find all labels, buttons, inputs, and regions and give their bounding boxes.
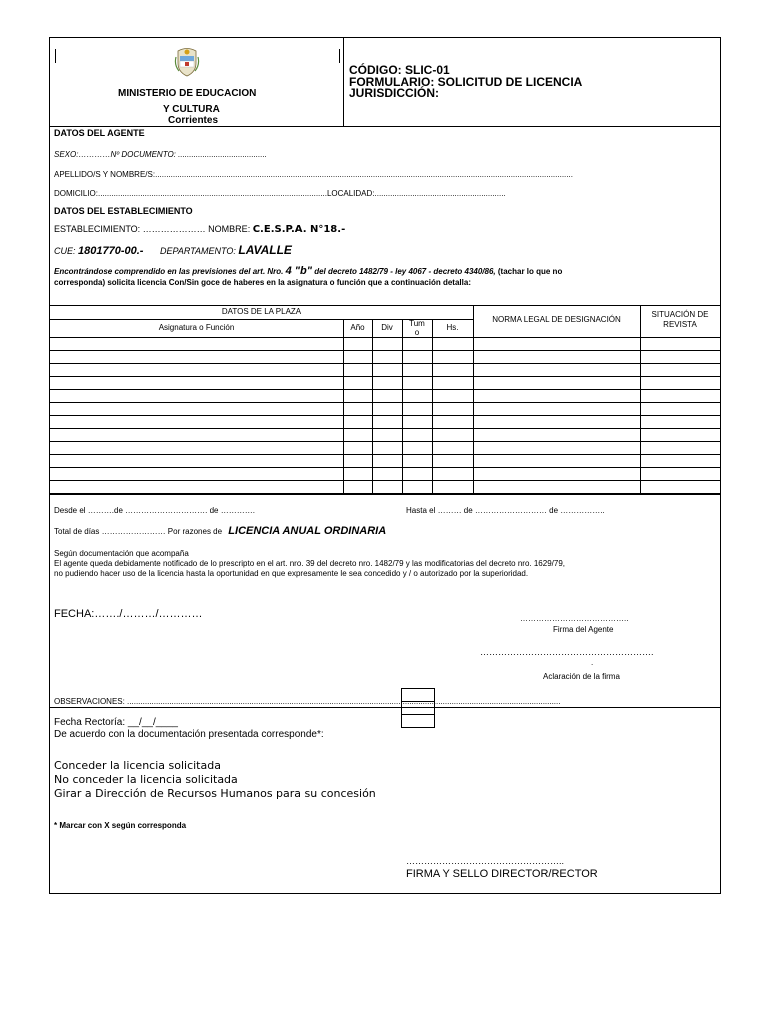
table-col-line [640, 305, 641, 494]
option-conceder[interactable]: Conceder la licencia solicitada [54, 759, 221, 772]
provisions-article: 4 "b" [285, 265, 312, 277]
cursor-mark-left [55, 49, 56, 63]
table-row-line [50, 441, 720, 442]
col-header-situacion-line2: REVISTA [663, 320, 697, 329]
provisions-line-1 [54, 265, 562, 277]
header-divider [343, 37, 344, 127]
coat-of-arms-emblem [174, 47, 200, 77]
department-label: DEPARTAMENTO: [160, 246, 236, 256]
col-header-hs: Hs. [446, 323, 459, 332]
col-header-turno-line2: o [414, 328, 420, 337]
table-row-line [50, 402, 720, 403]
table-row-line [50, 480, 720, 481]
option-girar[interactable]: Girar a Dirección de Recursos Humanos para su concesión [54, 787, 376, 800]
total-days-row [54, 525, 386, 537]
observations-divider [49, 707, 721, 708]
plaza-group-header: DATOS DE LA PLAZA [221, 307, 302, 316]
col-header-situacion-line1: SITUACIÓN DE [651, 310, 709, 319]
rectoria-note: * Marcar con X según corresponda [54, 821, 187, 830]
total-days-label[interactable]: Total de días …………………… Por razones de [54, 527, 223, 536]
director-signature-label: FIRMA Y SELLO DIRECTOR/RECTOR [406, 868, 598, 880]
col-header-turno [402, 319, 432, 337]
cue-department-row [54, 243, 292, 257]
documentation-line-3: no pudiendo hacer uso de la licencia hasta la oportunidad en que expresamente le sea concedido y / o autorizado por la superioridad. [54, 569, 529, 578]
checkbox-no-conceder[interactable] [401, 701, 435, 715]
cue-value[interactable]: 1801770-00.- [78, 245, 144, 257]
provisions-text-c: (tachar lo que no [497, 267, 563, 276]
fecha-field[interactable]: FECHA:……./………/………… [54, 608, 203, 620]
provisions-text-b: del decreto 1482/79 - ley 4067 - decreto 4340/86, [314, 267, 496, 276]
sexo-document-label: SEXO:…………Nº DOCUMENTO: ........................................ [54, 150, 268, 159]
clarification-line[interactable]: …………………………………………………. [480, 647, 654, 657]
rectoria-date-field[interactable]: Fecha Rectoría: __/__/____ [54, 717, 178, 728]
table-row-line [50, 350, 720, 351]
table-row-line [50, 363, 720, 364]
domicilio-localidad-field[interactable]: DOMICILIO:.......................................................................................................LOCALIDAD:........................................................... [54, 189, 506, 198]
table-col-line [343, 319, 344, 494]
sexo-document-field[interactable] [54, 150, 267, 159]
table-col-line [372, 319, 373, 494]
apellido-nombre-field[interactable]: APELLIDO/S Y NOMBRE/S:............................................................................................................................................................................................ [54, 170, 573, 179]
provisions-line-2: corresponda) solicita licencia Con/Sin goce de haberes en la asignatura o función que a continuación detalla: [54, 278, 471, 287]
cue-label: CUE: [54, 246, 76, 256]
option-no-conceder[interactable]: No conceder la licencia solicitada [54, 773, 238, 786]
table-row-line [50, 467, 720, 468]
establishment-label: ESTABLECIMIENTO: ………………… NOMBRE: [54, 224, 251, 234]
form-title: FORMULARIO: SOLICITUD DE LICENCIA [349, 75, 583, 89]
table-row-line [50, 454, 720, 455]
checkbox-girar[interactable] [401, 714, 435, 728]
col-header-norma: NORMA LEGAL DE DESIGNACIÓN [492, 315, 621, 324]
col-header-ano: Año [350, 323, 365, 332]
agent-section-title: DATOS DEL AGENTE [54, 128, 145, 138]
establishment-section-title: DATOS DEL ESTABLECIMIENTO [54, 206, 193, 216]
director-signature-line[interactable]: …………………………………………….. [406, 856, 565, 866]
ministry-line-2: Y CULTURA [163, 104, 220, 115]
documentation-line-2: El agente queda debidamente notificado de lo prescripto en el art. nro. 39 del decreto nro. 1482/79 y las modificatorias del decreto nro. 1629/79, [54, 559, 565, 568]
checkbox-conceder[interactable] [401, 688, 435, 702]
col-header-situacion [640, 310, 720, 330]
agent-signature-label: Firma del Agente [553, 625, 614, 634]
plaza-table [50, 305, 720, 494]
table-row-line [50, 376, 720, 377]
ministry-line-1: MINISTERIO DE EDUCACION [118, 88, 257, 99]
clarification-dot: . [591, 658, 594, 667]
leave-reason-value[interactable]: LICENCIA ANUAL ORDINARIA [228, 525, 387, 537]
department-value[interactable]: LAVALLE [238, 243, 292, 257]
table-row-line [50, 428, 720, 429]
cursor-mark-right [339, 49, 340, 63]
table-col-line [402, 319, 403, 494]
clarification-label: Aclaración de la firma [543, 672, 620, 681]
documentation-line-1: Según documentación que acompaña [54, 549, 189, 558]
agent-signature-line[interactable]: ………………………………….. [520, 614, 629, 623]
form-code: CÓDIGO: SLIC-01 [349, 63, 450, 77]
hasta-field[interactable]: Hasta el ……… de ……………………… de …………….. [406, 506, 605, 515]
rectoria-options-list [54, 759, 376, 801]
table-col-line [432, 319, 433, 494]
table-row-line [50, 305, 720, 306]
establishment-name-value[interactable]: C.E.S.P.A. N°18.- [252, 224, 346, 235]
table-row-line [50, 337, 720, 338]
establishment-row [54, 224, 345, 235]
col-header-asignatura: Asignatura o Función [158, 323, 235, 332]
table-row-line [50, 389, 720, 390]
ministry-line-3: Corrientes [168, 115, 219, 126]
rectoria-agreement-text: De acuerdo con la documentación presentada corresponde*: [54, 729, 324, 740]
header-bottom-line [49, 126, 721, 127]
jurisdiction-label: JURISDICCIÓN: [349, 86, 440, 100]
table-bottom-divider [49, 494, 721, 495]
table-col-line [473, 305, 474, 494]
table-row-line [50, 415, 720, 416]
col-header-turno-line1: Tum [409, 319, 425, 328]
desde-field[interactable]: Desde el ……….de …………………………. de …………. [54, 506, 255, 515]
provisions-text-a: Encontrándose comprendido en las previsiones del art. Nro. [54, 267, 284, 276]
observations-field[interactable]: OBSERVACIONES: ................................................................................................................................................................................................... [54, 697, 561, 706]
col-header-div: Div [381, 323, 393, 332]
